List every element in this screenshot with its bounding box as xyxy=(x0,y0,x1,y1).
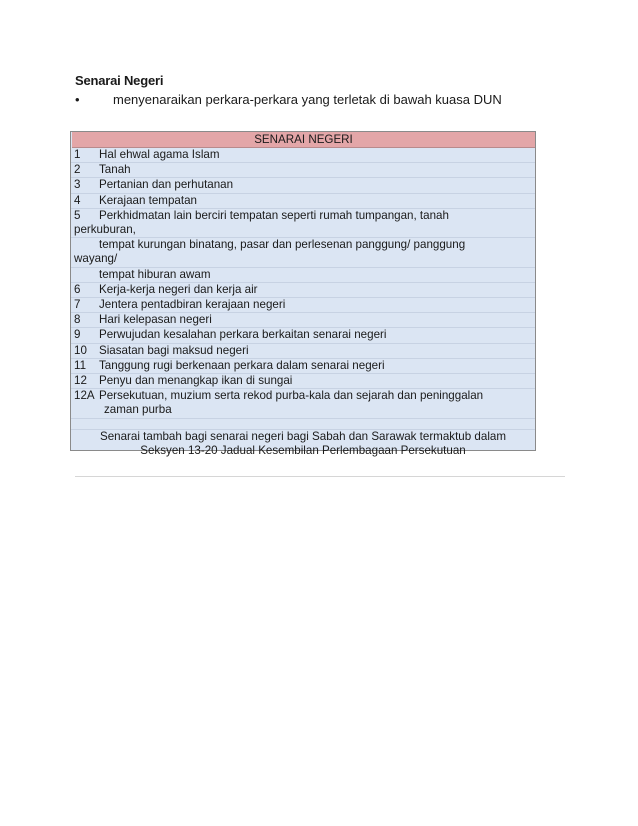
row-number: 12 xyxy=(74,374,87,388)
table-row xyxy=(71,283,535,298)
row-text: Siasatan bagi maksud negeri xyxy=(99,343,249,357)
row-number: 6 xyxy=(74,282,81,296)
table-row xyxy=(71,178,535,193)
note-line: Seksyen 13-20 Jadual Kesembilan Perlembagaan Persekutuan xyxy=(140,444,466,458)
table-row xyxy=(71,313,535,328)
row-text: Perwujudan kesalahan perkara berkaitan senarai negeri xyxy=(99,328,387,342)
table-title: SENARAI NEGERI xyxy=(72,132,535,148)
row-number: 5 xyxy=(74,208,81,222)
table-row xyxy=(71,389,535,403)
page-heading: Senarai Negeri xyxy=(75,73,164,88)
row-text: perkuburan, xyxy=(74,223,136,237)
row-number: 1 xyxy=(74,148,81,161)
row-number: 7 xyxy=(74,298,81,312)
table-row xyxy=(71,374,535,389)
row-number: 11 xyxy=(74,358,87,372)
table-row-continuation xyxy=(71,252,535,267)
table-row-continuation xyxy=(71,268,535,283)
table-row xyxy=(71,148,535,163)
bullet-text: menyenaraikan perkara-perkara yang terletak di bawah kuasa DUN xyxy=(113,92,502,107)
row-text: zaman purba xyxy=(104,403,172,417)
note-line: Senarai tambah bagi senarai negeri bagi Sabah dan Sarawak termaktub dalam xyxy=(99,429,507,443)
divider xyxy=(75,476,565,477)
table-row-continuation xyxy=(71,223,535,238)
bullet-icon: • xyxy=(75,92,80,107)
table-row xyxy=(71,209,535,223)
row-text: tempat hiburan awam xyxy=(99,267,211,281)
row-text: wayang/ xyxy=(74,252,118,266)
bullet-item xyxy=(75,92,565,107)
row-number: 12A xyxy=(74,389,95,403)
row-text: Pertanian dan perhutanan xyxy=(99,178,234,192)
row-number: 10 xyxy=(74,343,87,357)
row-text: Persekutuan, muzium serta rekod purba-kala dan sejarah dan peninggalan xyxy=(99,389,484,403)
row-text: tempat kurungan binatang, pasar dan perlesenan panggung/ panggung xyxy=(99,238,466,252)
row-number: 8 xyxy=(74,313,81,327)
row-text: Kerajaan tempatan xyxy=(99,193,197,207)
row-text: Kerja-kerja negeri dan kerja air xyxy=(99,282,258,296)
table-note xyxy=(71,429,535,459)
row-text: Jentera pentadbiran kerajaan negeri xyxy=(99,298,286,312)
table-row-continuation xyxy=(71,403,535,418)
row-text: Tanggung rugi berkenaan perkara dalam senarai negeri xyxy=(99,358,385,372)
row-text: Perkhidmatan lain berciri tempatan seperti rumah tumpangan, tanah xyxy=(99,208,449,222)
table-row-continuation xyxy=(71,238,535,252)
row-text: Hal ehwal agama Islam xyxy=(99,148,220,161)
row-number: 9 xyxy=(74,328,81,342)
table-row xyxy=(71,298,535,313)
table-row xyxy=(71,328,535,343)
row-number: 2 xyxy=(74,163,81,177)
table-row xyxy=(71,163,535,178)
table-row xyxy=(71,194,535,209)
row-text: Tanah xyxy=(99,163,131,177)
table-row xyxy=(71,344,535,359)
row-number: 3 xyxy=(74,178,81,192)
row-text: Hari kelepasan negeri xyxy=(99,313,212,327)
row-number: 4 xyxy=(74,193,81,207)
row-text: Penyu dan menangkap ikan di sungai xyxy=(99,374,293,388)
table-row xyxy=(71,359,535,374)
senarai-negeri-table xyxy=(70,131,536,458)
